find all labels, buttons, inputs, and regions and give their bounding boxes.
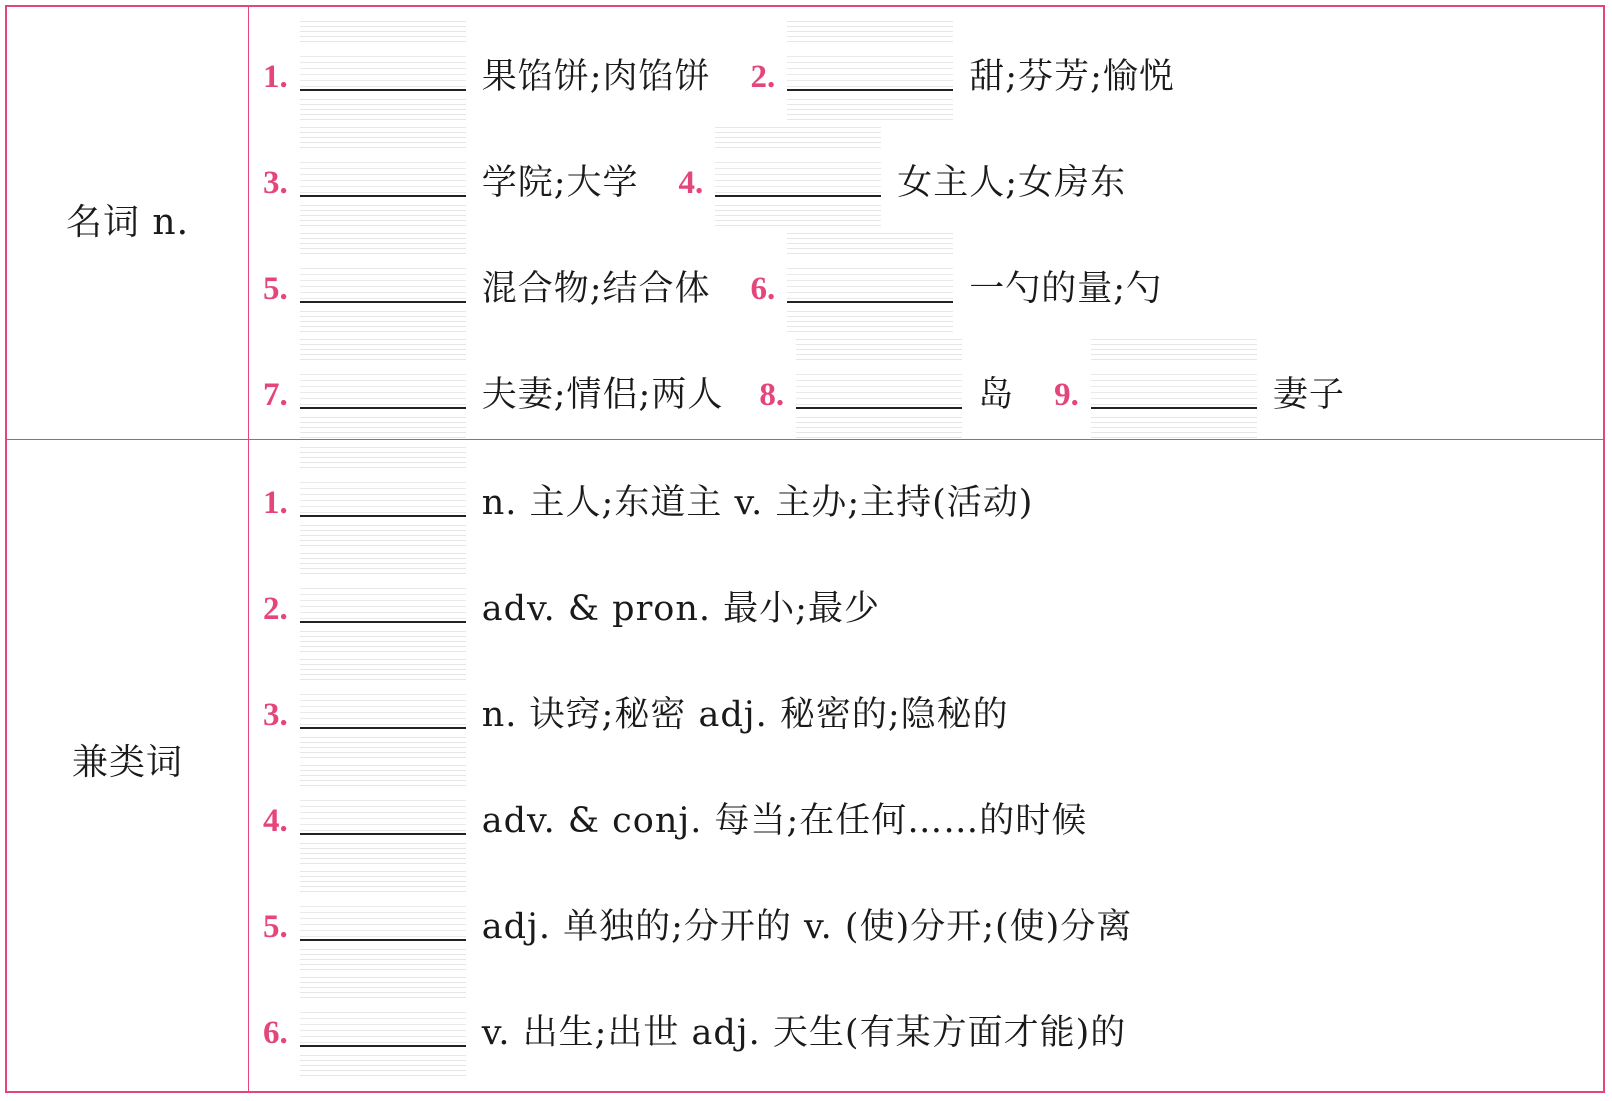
item-number: 6. [750,271,776,307]
multi-item-1 [263,477,1033,523]
multi-row-2 [263,573,880,629]
multi-row-1 [263,467,1033,523]
noun-row-3 [263,253,1162,309]
answer-blank[interactable] [300,369,466,409]
noun-row-2 [263,147,1126,203]
item-number: 9. [1054,377,1079,413]
multi-row-3 [263,679,1009,735]
noun-item-4 [679,157,1127,203]
noun-item-3 [263,157,639,203]
item-number: 8. [759,377,785,413]
answer-blank[interactable] [300,689,466,729]
answer-blank[interactable] [300,583,466,623]
item-meaning: 甜;芬芳;愉悦 [969,57,1175,97]
item-meaning: 混合物;结合体 [481,269,711,309]
answer-blank[interactable] [715,157,881,197]
item-number: 2. [750,59,776,95]
item-number: 4. [263,803,288,839]
answer-blank[interactable] [300,157,466,197]
multi-row-6 [263,997,1126,1053]
multi-item-4 [263,795,1087,841]
noun-item-9 [1054,369,1345,415]
multi-row-5 [263,891,1132,947]
item-meaning: adv. & pron. 最小;最少 [481,589,880,629]
multi-item-2 [263,583,880,629]
answer-blank[interactable] [300,1007,466,1047]
item-meaning: 妻子 [1272,375,1345,415]
item-meaning: 女主人;女房东 [897,163,1127,203]
noun-row-1 [263,41,1175,97]
item-number: 5. [263,909,288,945]
multi-item-5 [263,901,1132,947]
item-meaning: adj. 单独的;分开的 v. (使)分开;(使)分离 [481,907,1133,947]
answer-blank[interactable] [796,369,962,409]
noun-item-8 [759,369,1014,415]
item-number: 6. [263,1015,288,1051]
item-meaning: 果馅饼;肉馅饼 [481,57,711,97]
noun-row-4 [263,359,1345,415]
item-meaning: 岛 [978,375,1015,415]
item-meaning: 一勺的量;勺 [969,269,1163,309]
answer-blank[interactable] [1091,369,1257,409]
answer-blank[interactable] [300,51,466,91]
noun-item-6 [751,263,1163,309]
item-number: 5. [263,271,288,307]
answer-blank[interactable] [300,901,466,941]
item-number: 1. [263,485,288,521]
item-number: 7. [263,377,288,413]
item-number: 3. [263,165,288,201]
item-meaning: adv. & conj. 每当;在任何……的时候 [481,801,1088,841]
item-meaning: n. 主人;东道主 v. 主办;主持(活动) [481,483,1034,523]
item-number: 4. [678,165,704,201]
item-number: 1. [263,59,288,95]
answer-blank[interactable] [300,477,466,517]
multi-item-3 [263,689,1009,735]
answer-blank[interactable] [300,263,466,303]
section-label-multi-class: 兼类词 [71,742,183,783]
noun-item-7 [263,369,723,415]
noun-item-1 [263,51,711,97]
answer-blank[interactable] [787,51,953,91]
item-meaning: v. 出生;出世 adj. 天生(有某方面才能)的 [481,1013,1127,1053]
column-divider [248,7,249,1091]
section-divider [7,439,1603,440]
multi-item-6 [263,1007,1126,1053]
vocabulary-table [5,5,1605,1093]
item-number: 2. [263,591,288,627]
answer-blank[interactable] [300,795,466,835]
item-number: 3. [263,697,288,733]
noun-item-2 [751,51,1175,97]
item-meaning: 夫妻;情侣;两人 [481,375,724,415]
multi-row-4 [263,785,1087,841]
noun-item-5 [263,263,711,309]
answer-blank[interactable] [787,263,953,303]
item-meaning: 学院;大学 [481,163,639,203]
item-meaning: n. 诀窍;秘密 adj. 秘密的;隐秘的 [481,695,1009,735]
section-label-nouns: 名词 n. [65,202,190,243]
